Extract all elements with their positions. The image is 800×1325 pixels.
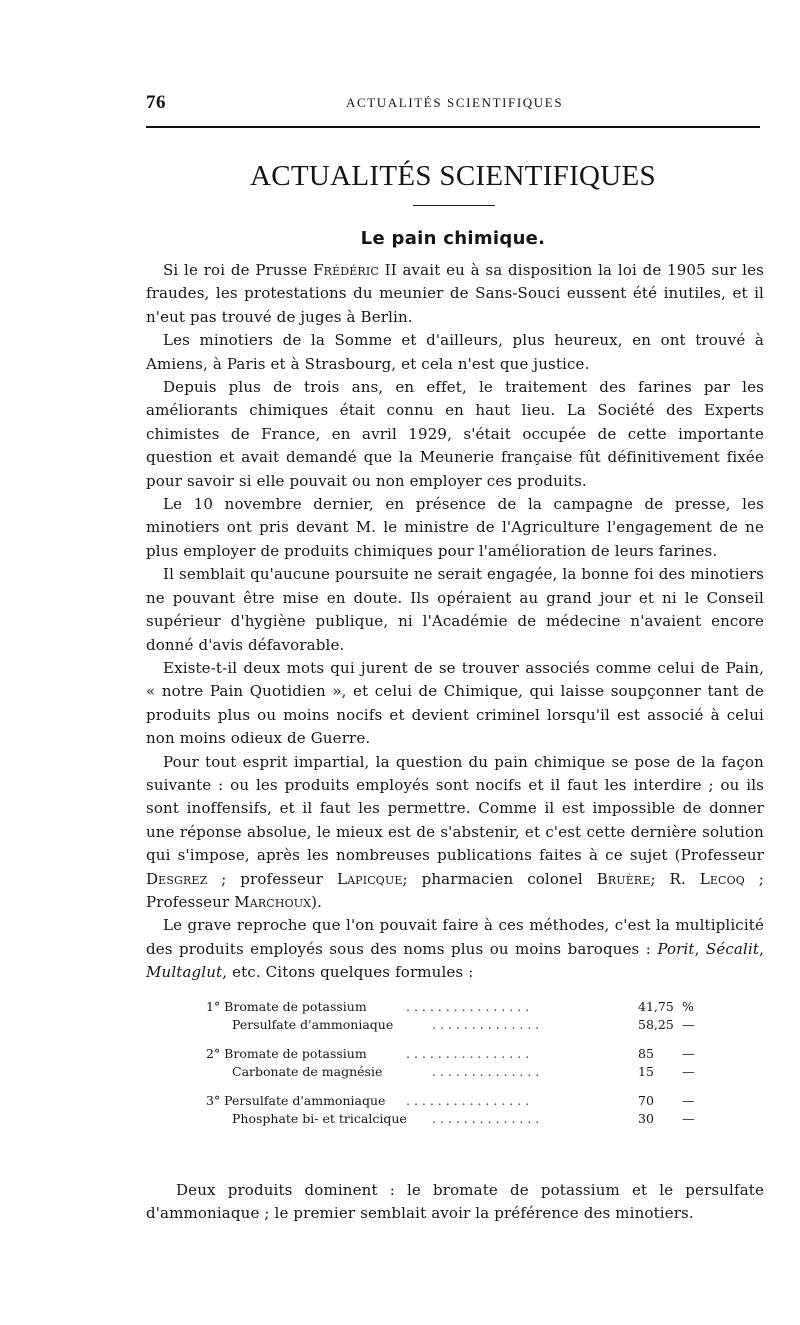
text-run: Si le roi de Prusse xyxy=(163,261,314,279)
formula-unit: — xyxy=(682,1093,695,1108)
text-run: II avait eu à sa disposition la loi de 1905 sur les fraudes, les protestations du meunier de Sans-Souci eussent été inutiles, et il n'eut pas trouvé de juges à Berlin. xyxy=(146,261,764,326)
leader-dots: . . . . . . . . . . . . . . xyxy=(432,1017,540,1032)
paragraph-8 xyxy=(146,914,764,984)
text-run: ; R. xyxy=(650,869,700,888)
leader-dots: . . . . . . . . . . . . . . xyxy=(432,1064,540,1079)
formula-group xyxy=(206,1045,704,1081)
page-number: 76 xyxy=(146,92,166,113)
formula-ingredient: 2° Bromate de potassium xyxy=(206,1046,367,1061)
paragraph-5: Il semblait qu'aucune poursuite ne serait engagée, la bonne foi des minotiers ne pouvant être mise en doute. Ils opéraient au grand jour et ni le Conseil supérieur d'hygiène publique, ni l'Académie de médecine n'avaient encore donné d'avis défavorable. xyxy=(146,565,764,654)
text-run: , etc. Citons quelques formules : xyxy=(222,963,474,982)
formula-group xyxy=(206,1092,704,1128)
formula-amount: 58,25 xyxy=(638,1017,674,1032)
running-title: ACTUALITÉS SCIENTIFIQUES xyxy=(346,95,564,110)
formula-row xyxy=(206,1063,704,1081)
person-name: Bruère xyxy=(596,869,651,888)
formula-ingredient: 1° Bromate de potassium xyxy=(206,999,367,1014)
section-title: ACTUALITÉS SCIENTIFIQUES xyxy=(250,160,656,192)
paragraph-6: Existe-t-il deux mots qui jurent de se trouver associés comme celui de Pain, « notre Pain Quotidien », et celui de Chimique, qui laisse soupçonner tant de produits plus ou moins nocifs et devient criminel lorsqu'il est associé à celui non moins odieux de Guerre. xyxy=(146,658,764,748)
text-run: Pour tout esprit impartial, la question du pain chimique se pose de la façon suivante : ou les produits employés sont nocifs et il faut les interdire ; ou ils sont inoffensifs, et il faut les permettre. Comme il est impossible de donner une réponse absolue, le mieux est de s'abstenir, et c'est cette dernière solution qui s'impose, après les nombreuses publications faites à ce sujet (Professeur xyxy=(146,752,764,865)
text-run: ; pharmacien colonel xyxy=(402,869,597,888)
running-head xyxy=(146,92,760,116)
leader-dots: . . . . . . . . . . . . . . . . xyxy=(406,1093,530,1108)
person-name: Lapicque xyxy=(336,869,403,888)
formula-row xyxy=(206,1045,704,1063)
text-run: Le grave reproche que l'on pouvait faire à ces méthodes, c'est la multiplicité des produits employés sous des noms plus ou moins baroques : xyxy=(146,916,764,958)
product-name: Sécalit xyxy=(705,939,760,958)
formula-group xyxy=(206,998,704,1034)
formula-ingredient: Phosphate bi- et tricalcique xyxy=(232,1111,407,1126)
paragraph-3: Depuis plus de trois ans, en effet, le traitement des farines par les améliorants chimiques était connu en haut lieu. La Société des Experts chimistes de France, en avril 1929, s'était occupée de cette importante question et avait demandé que la Meunerie française fût définitivement fixée pour savoir si elle pouvait ou non employer ces produits. xyxy=(146,378,764,490)
formula-unit: — xyxy=(682,1046,695,1061)
leader-dots: . . . . . . . . . . . . . . . . xyxy=(406,1046,530,1061)
person-name: Frédéric xyxy=(313,261,379,279)
formula-amount: 70 xyxy=(638,1093,654,1108)
person-name: Marchoux xyxy=(234,892,312,911)
formula-row xyxy=(206,1016,704,1034)
formula-unit: — xyxy=(682,1064,695,1079)
product-name: Multaglut xyxy=(146,963,223,982)
formula-row xyxy=(206,1092,704,1110)
formula-ingredient: Persulfate d'ammoniaque xyxy=(232,1017,394,1032)
formula-ingredient: 3° Persulfate d'ammoniaque xyxy=(206,1093,386,1108)
formula-unit: — xyxy=(682,1111,695,1126)
product-name: Porit xyxy=(657,939,695,958)
conclusion xyxy=(146,1179,764,1226)
formula-unit: — xyxy=(682,1017,695,1032)
text-run: ; Professeur xyxy=(146,869,765,911)
text-run: ). xyxy=(311,892,323,911)
leader-dots: . . . . . . . . . . . . . . xyxy=(432,1111,540,1126)
text-run: ; professeur xyxy=(207,869,337,888)
leader-dots: . . . . . . . . . . . . . . . . xyxy=(406,999,530,1014)
paragraph-conclusion: Deux produits dominent : le bromate de potassium et le persulfate d'ammoniaque ; le premier semblait avoir la préférence des minotiers. xyxy=(146,1181,764,1223)
formula-row xyxy=(206,998,704,1016)
person-name: Desgrez xyxy=(146,869,208,888)
text-run: , xyxy=(759,939,764,958)
article-title: Le pain chimique. xyxy=(360,228,546,249)
text-run: , xyxy=(694,939,706,958)
formula-list xyxy=(206,998,704,1139)
header-rule xyxy=(146,126,760,128)
person-name: Lecoq xyxy=(699,869,745,888)
paragraph-7 xyxy=(146,751,764,915)
formula-amount: 15 xyxy=(638,1064,654,1079)
paragraph-4: Le 10 novembre dernier, en présence de la campagne de presse, les minotiers ont pris devant M. le ministre de l'Agriculture l'engagement de ne plus employer de produits chimiques pour l'amélioration de leurs farines. xyxy=(146,495,764,560)
formula-amount: 41,75 xyxy=(638,999,674,1014)
formula-unit: % xyxy=(682,999,694,1014)
paragraph-2: Les minotiers de la Somme et d'ailleurs, plus heureux, en ont trouvé à Amiens, à Paris et à Strasbourg, et cela n'est que justice. xyxy=(146,331,764,373)
formula-row xyxy=(206,1110,704,1128)
paragraph-1 xyxy=(146,259,764,329)
article-body xyxy=(146,259,764,985)
formula-ingredient: Carbonate de magnésie xyxy=(232,1064,383,1079)
formula-amount: 85 xyxy=(638,1046,654,1061)
title-rule xyxy=(413,205,495,206)
formula-amount: 30 xyxy=(638,1111,654,1126)
